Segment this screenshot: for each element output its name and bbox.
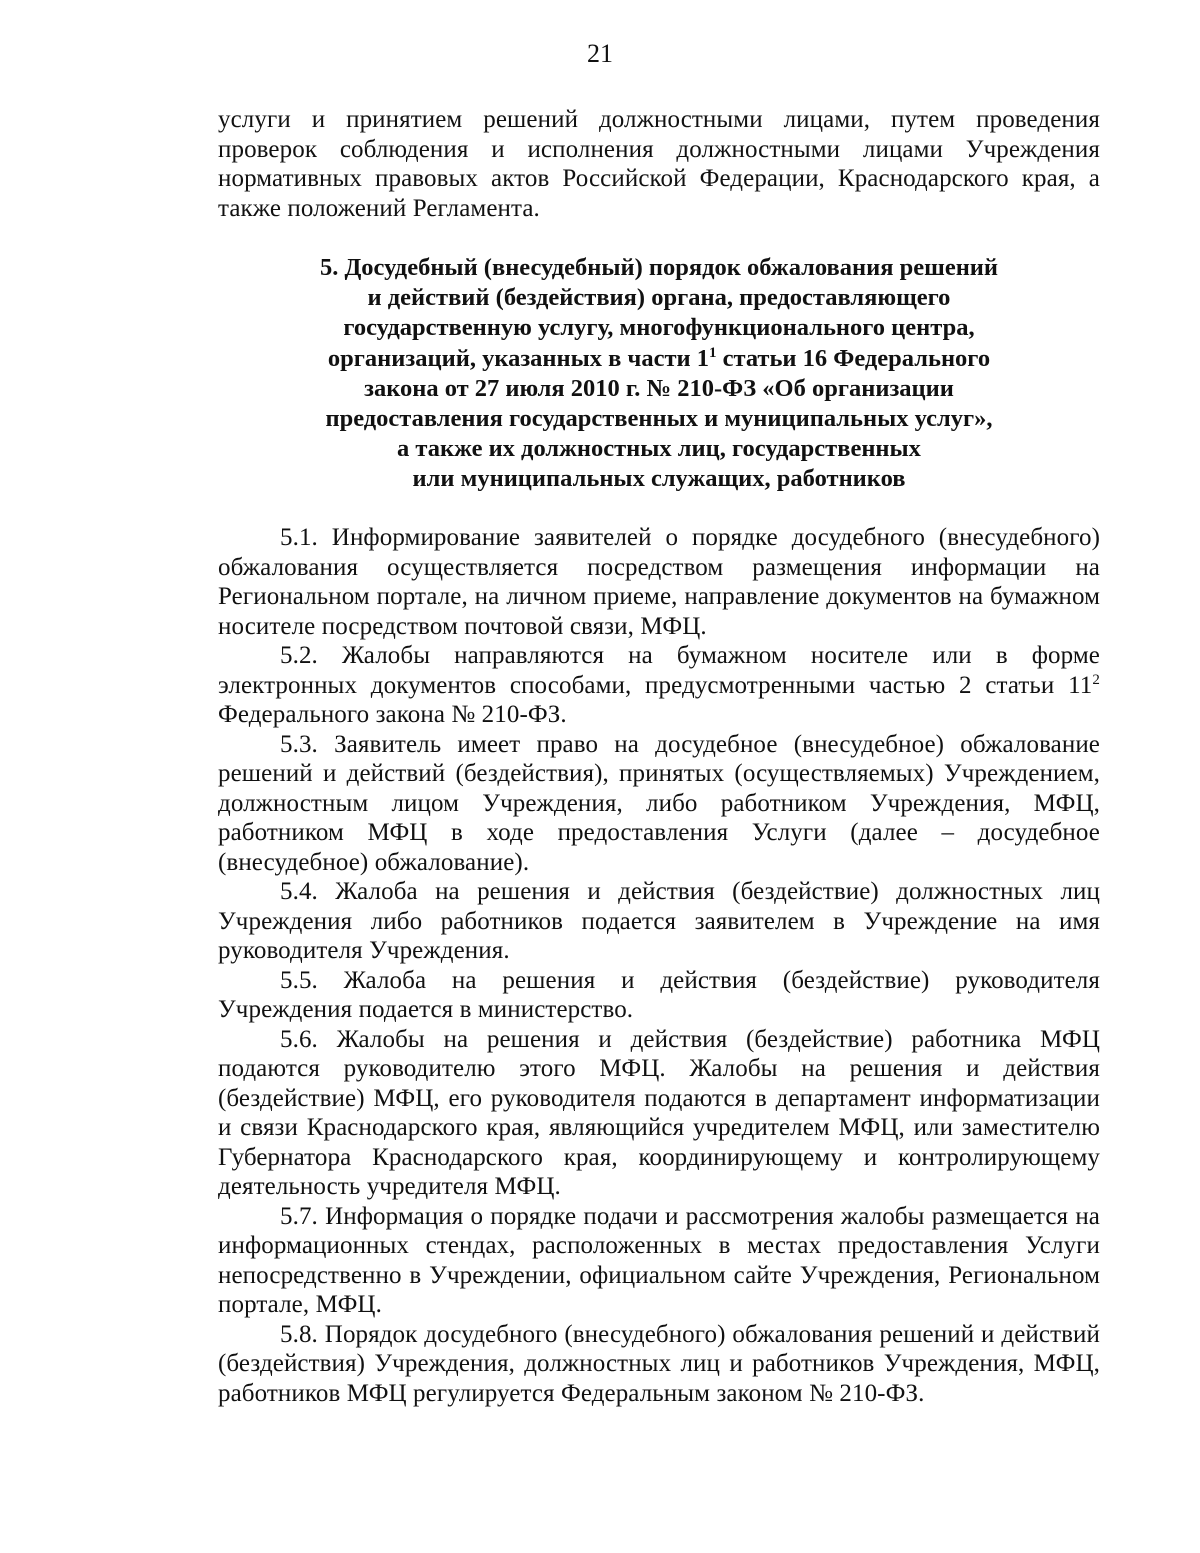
paragraph-5-5: 5.5. Жалоба на решения и действия (бездействие) руководителя Учреждения подается в министерство.	[218, 966, 1100, 1023]
paragraph-5-4: 5.4. Жалоба на решения и действия (бездействие) должностных лиц Учреждения либо работников подается заявителем в Учреждение на имя руководителя Учреждения.	[218, 878, 1100, 964]
heading-line: предоставления государственных и муниципальных услуг»,	[325, 405, 993, 433]
paragraph-5-2	[218, 641, 1100, 730]
section-heading	[218, 253, 1100, 495]
heading-line	[218, 344, 1100, 374]
heading-line: 5. Досудебный (внесудебный) порядок обжалования решений	[319, 254, 999, 281]
page-number: 21	[587, 39, 613, 68]
heading-line-text: статьи 16 Федерального	[716, 344, 991, 372]
heading-line: государственную услугу, многофункционального центра,	[343, 314, 975, 342]
superscript: 1	[708, 344, 717, 361]
heading-line: а также их должностных лиц, государственных	[397, 435, 921, 463]
section-items	[218, 523, 1100, 1408]
heading-line: закона от 27 июля 2010 г. № 210-ФЗ «Об организации	[364, 374, 954, 402]
paragraph-5-8: 5.8. Порядок досудебного (внесудебного) обжалования решений и действий (бездействия) Учреждения, должностных лиц и работников Учреждения, МФЦ, работников МФЦ регулируется Федеральным законом № 210-ФЗ.	[218, 1320, 1100, 1407]
paragraph-5-1: 5.1. Информирование заявителей о порядке досудебного (внесудебного) обжалования осуществляется посредством размещения информации на Региональном портале, на личном приеме, направление документов на бумажном носителе посредством почтовой связи, МФЦ.	[218, 524, 1100, 640]
heading-line-text: организаций, указанных в части 1	[327, 344, 709, 372]
superscript: 2	[1092, 671, 1100, 688]
heading-line: и действий (бездействия) органа, предоставляющего	[367, 284, 951, 312]
paragraph-text: 5.2. Жалобы направляются на бумажном носителе или в форме электронных документов способами, предусмотренными частью 2 статьи 11	[218, 642, 1100, 699]
paragraph-5-7: 5.7. Информация о порядке подачи и рассмотрения жалобы размещается на информационных стендах, расположенных в местах предоставления Услуги непосредственно в Учреждении, официальном сайте Учреждения, Региональном портале, МФЦ.	[218, 1202, 1100, 1318]
paragraph-text: Федерального закона № 210-ФЗ.	[218, 701, 567, 728]
intro-paragraph: услуги и принятием решений должностными лицами, путем проведения проверок соблюдения и исполнения должностными лицами Учреждения нормативных правовых актов Российской Федерации, Краснодарского края, а также положений Регламента.	[218, 106, 1100, 222]
paragraph-5-6: 5.6. Жалобы на решения и действия (бездействие) работника МФЦ подаются руководителю этого МФЦ. Жалобы на решения и действия (бездействие) МФЦ, его руководителя подаются в департамент информатизации и связи Краснодарского края, являющийся учредителем МФЦ, или заместителю Губернатора Краснодарского края, координирующему и контролирующему деятельность учредителя МФЦ.	[218, 1025, 1100, 1200]
heading-line: или муниципальных служащих, работников	[412, 465, 906, 493]
paragraph-5-3: 5.3. Заявитель имеет право на досудебное (внесудебное) обжалование решений и действий (бездействия), принятых (осуществляемых) Учреждением, должностным лицом Учреждения, либо работником Учреждения, МФЦ, работником МФЦ в ходе предоставления Услуги (далее – досудебное (внесудебное) обжалование).	[218, 730, 1100, 876]
